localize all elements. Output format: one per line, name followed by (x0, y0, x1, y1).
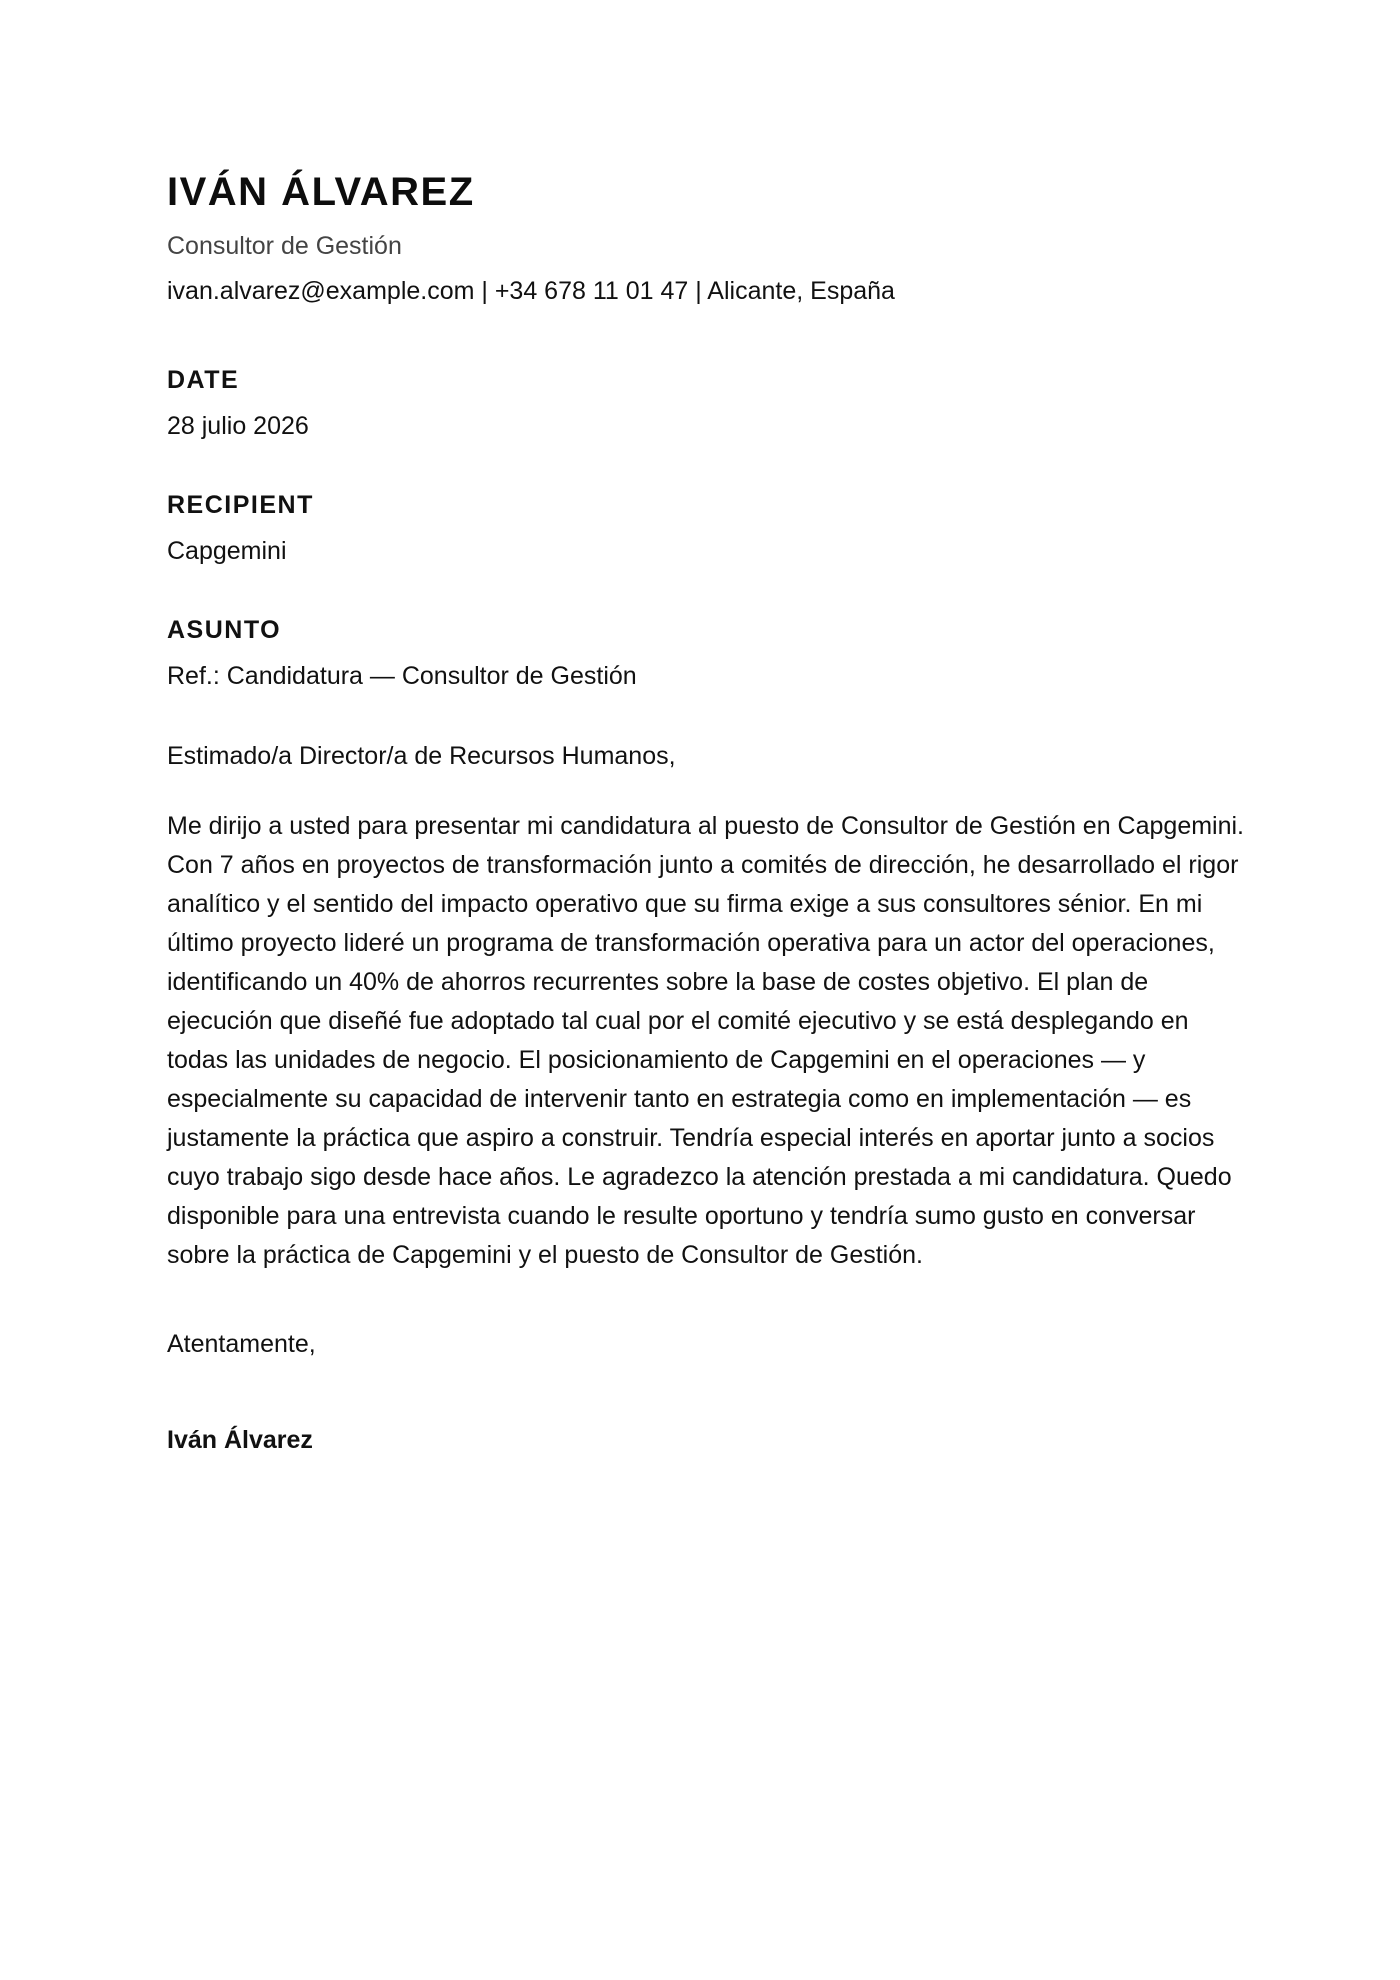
letter-header (167, 166, 1247, 308)
subject-section (167, 613, 1247, 693)
closing: Atentamente, (167, 1330, 316, 1358)
recipient-value: Capgemini (167, 537, 287, 565)
subject-label: ASUNTO (167, 616, 282, 644)
signature-name: Iván Álvarez (167, 1426, 313, 1454)
recipient-label: RECIPIENT (167, 491, 314, 519)
date-section (167, 363, 1247, 443)
cover-letter (167, 166, 1247, 1457)
salutation: Estimado/a Director/a de Recursos Humanos, (167, 742, 676, 770)
sender-name: IVÁN ÁLVAREZ (167, 170, 475, 214)
date-label: DATE (167, 366, 240, 394)
subject-value: Ref.: Candidatura — Consultor de Gestión (167, 662, 637, 690)
sender-job-title: Consultor de Gestión (167, 232, 402, 260)
sender-contact-line: ivan.alvarez@example.com | +34 678 11 01 47 | Alicante, España (167, 277, 895, 305)
letter-body: Me dirijo a usted para presentar mi candidatura al puesto de Consultor de Gestión en Capgemini. Con 7 años en proyectos de transformación junto a comités de dirección, he desarrollado el rigor analítico y el sentido del impacto operativo que su firma exige a sus consultores sénior. En mi último proyecto lideré un programa de transformación operativa para un actor del operaciones, identificando un 40% de ahorros recurrentes sobre la base de costes objetivo. El plan de ejecución que diseñé fue adoptado tal cual por el comité ejecutivo y se está desplegando en todas las unidades de negocio. El posicionamiento de Capgemini en el operaciones — y especialmente su capacidad de intervenir tanto en estrategia como en implementación — es justamente la práctica que aspiro a construir. Tendría especial interés en aportar junto a socios cuyo trabajo sigo desde hace años. Le agradezco la atención prestada a mi candidatura. Quedo disponible para una entrevista cuando le resulte oportuno y tendría sumo gusto en conversar sobre la práctica de Capgemini y el puesto de Consultor de Gestión. (167, 812, 1245, 1269)
date-value: 28 julio 2026 (167, 412, 309, 440)
recipient-section (167, 488, 1247, 568)
